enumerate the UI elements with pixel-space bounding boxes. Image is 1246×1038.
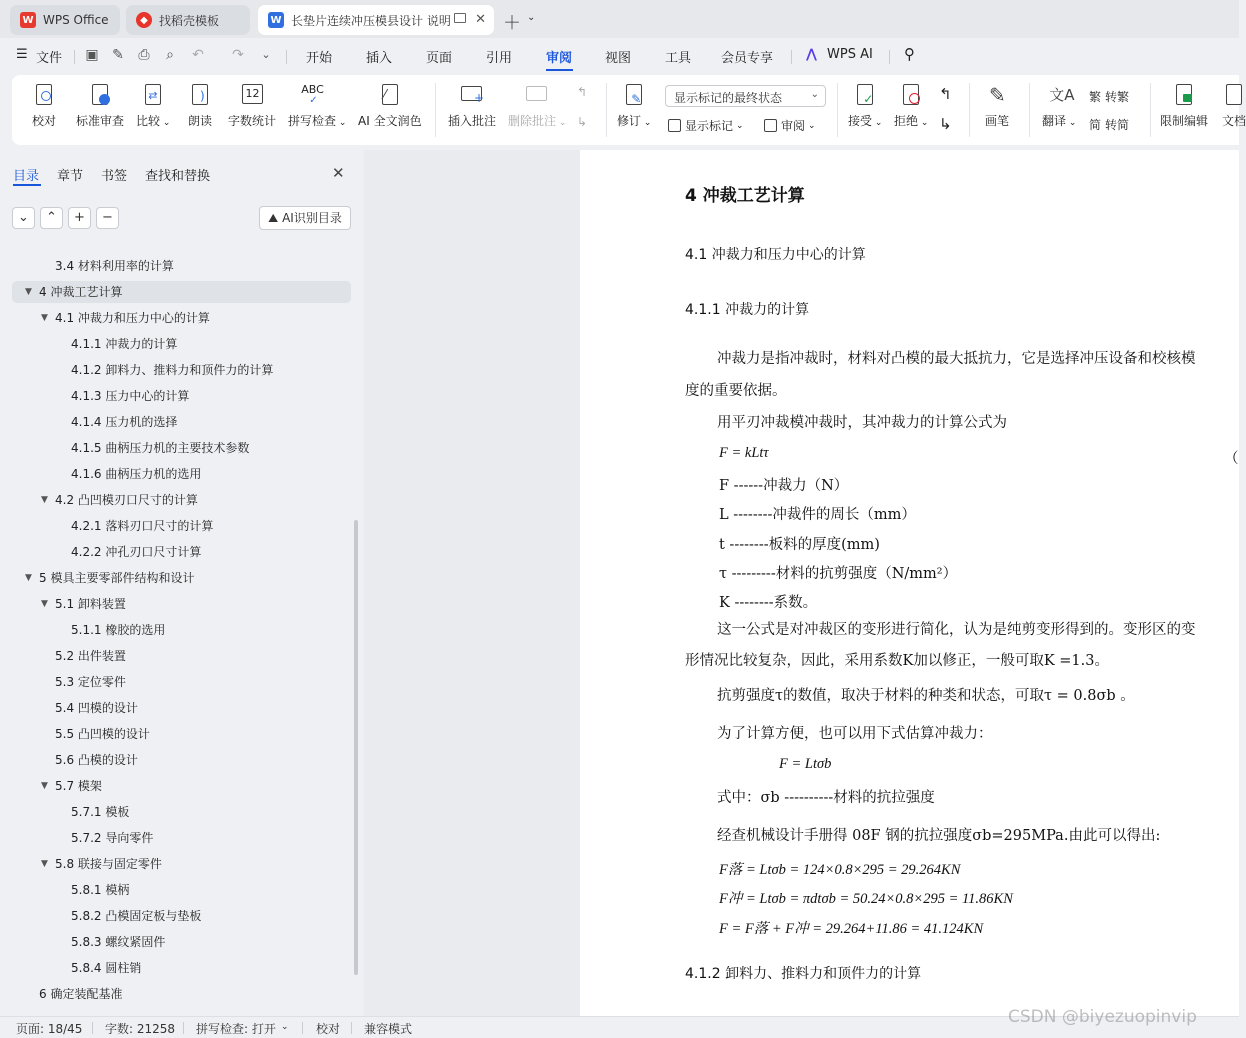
- toc-item[interactable]: [0, 515, 356, 537]
- reject-button[interactable]: 拒绝 ⌄: [894, 83, 928, 129]
- tab-wps-office[interactable]: [10, 5, 120, 35]
- menu-member[interactable]: 会员专享: [721, 51, 774, 66]
- toc-item[interactable]: [0, 359, 356, 381]
- translate-icon: 文A: [1049, 86, 1075, 104]
- equation: F落 = Ltσb = 124×0.8×295 = 29.264KN: [719, 862, 961, 878]
- comment-delete-icon: [525, 83, 549, 107]
- document-button[interactable]: [1222, 83, 1246, 129]
- toc-item-label: 3.4 材料利用率的计算: [55, 259, 174, 273]
- divider: [791, 50, 792, 64]
- active-menu-underline: [546, 69, 573, 71]
- toc-item[interactable]: [0, 333, 356, 355]
- lock-document-icon: [1172, 83, 1196, 107]
- next-comment-icon[interactable]: ↳: [577, 115, 588, 129]
- dropdown-value: 显示标记的最终状态: [674, 91, 783, 105]
- toc-item[interactable]: [0, 957, 356, 979]
- paragraph: 这一公式是对冲裁区的变形进行简化，认为是纯剪变形得到的。变形区的变: [717, 622, 1196, 638]
- menu-insert[interactable]: 插入: [366, 51, 393, 66]
- document-icon: [1222, 83, 1246, 107]
- speaker-icon: ): [188, 83, 212, 107]
- divider: [889, 50, 890, 64]
- heading-3: 4.1.1 冲裁力的计算: [685, 302, 810, 318]
- toc-item-label: 5.5 凸凹模的设计: [55, 727, 150, 741]
- equation: F冲 = Ltσb = πdtσb = 50.24×0.8×295 = 11.86KN: [719, 891, 1013, 907]
- show-markup-button[interactable]: 显示标记 ⌄: [668, 117, 744, 134]
- toc-item[interactable]: [0, 645, 356, 667]
- word-count[interactable]: 字数: 21258: [105, 1022, 176, 1036]
- writer-logo-icon: W: [268, 12, 284, 28]
- monitor-icon[interactable]: [454, 13, 466, 23]
- toc-item-label: 5.2 出件装置: [55, 649, 126, 663]
- prev-comment-icon[interactable]: ↰: [577, 85, 588, 99]
- wps-ai-logo-icon: ⋀: [806, 47, 817, 62]
- paragraph: 经查机械设计手册得 08F 钢的抗拉强度σb=295MPa.由此可以得出:: [717, 828, 1161, 844]
- menu-review[interactable]: 审阅: [546, 51, 573, 66]
- menu-home[interactable]: 开始: [306, 51, 333, 66]
- tab-docer-templates[interactable]: [126, 5, 250, 35]
- divider: [286, 50, 287, 64]
- review-pane-button[interactable]: 审阅 ⌄: [764, 117, 816, 134]
- tab-label: 长垫片连续冲压模县设计 说明: [291, 13, 451, 28]
- reject-icon: [899, 83, 923, 107]
- traditional-icon: 繁: [1089, 90, 1102, 104]
- expand-arrow-icon[interactable]: ▼: [41, 859, 48, 869]
- equation: F = F落 + F冲 = 29.264+11.86 = 41.124KN: [719, 921, 984, 937]
- toc-item[interactable]: [0, 437, 356, 459]
- toc-item-label: 4 冲裁工艺计算: [39, 285, 123, 299]
- toc-item[interactable]: [0, 541, 356, 563]
- toc-item[interactable]: [0, 593, 356, 615]
- divider: [1150, 83, 1151, 137]
- redo-icon[interactable]: ↷: [232, 47, 244, 63]
- print-icon[interactable]: ⎙: [138, 47, 150, 63]
- button-label: 画笔: [985, 114, 1010, 128]
- toc-item[interactable]: [0, 775, 356, 797]
- insert-comment-button[interactable]: [448, 83, 496, 129]
- paragraph: 度的重要依据。: [685, 383, 787, 399]
- toc-item[interactable]: [0, 463, 356, 485]
- button-label: 接受: [848, 114, 873, 128]
- toc-item[interactable]: [0, 801, 356, 823]
- menu-file[interactable]: 文件: [36, 51, 63, 66]
- toc-item[interactable]: [0, 931, 356, 953]
- tab-bookmarks[interactable]: 书签: [101, 169, 128, 184]
- button-label: 校对: [32, 114, 57, 128]
- definition: K --------系数。: [719, 595, 818, 611]
- toc-item[interactable]: [0, 827, 356, 849]
- proofread-status[interactable]: 校对: [316, 1022, 341, 1036]
- button-label: 修订: [617, 114, 642, 128]
- button-label: 拼写检查: [288, 114, 337, 128]
- search-icon[interactable]: ⚲: [904, 45, 915, 63]
- more-chevron-icon[interactable]: ⌄: [261, 48, 271, 61]
- heading-1: 4 冲裁工艺计算: [685, 186, 805, 206]
- review-pane-icon: [764, 119, 777, 132]
- equation: F = kLtτ: [719, 445, 769, 461]
- toc-item-label: 5.1 卸料装置: [55, 597, 126, 611]
- navigation-pane: [0, 150, 364, 1016]
- toc-item-label: 4.1 冲裁力和压力中心的计算: [55, 311, 210, 325]
- chevron-down-icon[interactable]: ⌄: [281, 1022, 289, 1032]
- simplified-icon: 简: [1089, 118, 1102, 132]
- docer-logo-icon: ◆: [136, 12, 152, 28]
- toc-item-label: 5.8 联接与固定零件: [55, 857, 162, 871]
- toc-item[interactable]: [0, 411, 356, 433]
- standard-review-button[interactable]: [76, 83, 124, 129]
- button-label: 朗读: [188, 114, 213, 128]
- toc-item-label: 5.8.3 螺纹紧固件: [71, 935, 166, 949]
- add-heading-icon[interactable]: +: [68, 207, 91, 229]
- divider: [92, 1022, 93, 1034]
- save-icon[interactable]: ▣: [85, 47, 99, 63]
- button-label: AI 全文润色: [358, 114, 422, 128]
- divider: [351, 1022, 352, 1034]
- tab-sections[interactable]: 章节: [57, 169, 84, 184]
- close-tab-icon[interactable]: ✕: [475, 12, 486, 27]
- expand-arrow-icon[interactable]: ▼: [41, 495, 48, 505]
- restrict-editing-button[interactable]: [1160, 83, 1208, 129]
- accept-icon: ✓: [853, 83, 877, 107]
- tab-label: WPS Office: [43, 13, 109, 27]
- heading-3: 4.1.2 卸料力、推料力和顶件力的计算: [685, 966, 922, 982]
- active-tab-underline: [13, 184, 41, 186]
- button-label: 拒绝: [894, 114, 919, 128]
- paragraph: 冲裁力是指冲裁时，材料对凸模的最大抵抗力，它是选择冲压设备和校核模: [717, 351, 1196, 367]
- to-traditional-button[interactable]: [1089, 88, 1129, 105]
- button-label: 限制编辑: [1160, 114, 1209, 128]
- divider: [183, 1022, 184, 1034]
- show-markup-icon: [668, 119, 681, 132]
- button-label: 翻译: [1042, 114, 1067, 128]
- button-label: 显示标记: [685, 119, 734, 133]
- toc-item-label: 4.2.1 落料刃口尺寸的计算: [71, 519, 214, 533]
- toc-item-label: 4.1.5 曲柄压力机的主要技术参数: [71, 441, 250, 455]
- pen-icon: ✎: [989, 83, 1006, 107]
- button-label: 比较: [136, 114, 161, 128]
- toc-item-label: 4.2.2 冲孔刃口尺寸计算: [71, 545, 202, 559]
- expand-arrow-icon[interactable]: ▼: [25, 287, 32, 297]
- track-changes-icon: ✎: [622, 83, 646, 107]
- prev-change-icon[interactable]: ↰: [939, 85, 952, 103]
- toc-item-label: 5.8.2 凸模固定板与垫板: [71, 909, 202, 923]
- sidebar-scrollbar[interactable]: [354, 520, 358, 975]
- definition: t --------板料的厚度(mm): [719, 537, 880, 553]
- menu-bar: [0, 38, 1239, 74]
- divider: [606, 83, 607, 137]
- expand-arrow-icon[interactable]: ▼: [41, 599, 48, 609]
- tab-list-chevron-icon[interactable]: ⌄: [527, 12, 536, 23]
- word-count-icon: 12: [240, 83, 264, 107]
- equation-number: （: [1224, 451, 1239, 467]
- toc-item[interactable]: [0, 749, 356, 771]
- spell-check-icon: ABC ✓: [301, 83, 324, 106]
- watermark: CSDN @biyezuopinvip: [1008, 1007, 1197, 1027]
- wps-logo-icon: W: [20, 12, 36, 28]
- proofread-button[interactable]: [32, 83, 56, 129]
- toc-item[interactable]: [0, 905, 356, 927]
- menu-view[interactable]: 视图: [605, 51, 632, 66]
- read-aloud-button[interactable]: [188, 83, 212, 129]
- toc-item[interactable]: [0, 385, 356, 407]
- standard-review-icon: [88, 83, 112, 107]
- button-label: 标准审查: [76, 114, 125, 128]
- ai-recognize-toc-button[interactable]: [259, 206, 351, 230]
- expand-arrow-icon[interactable]: ▼: [25, 573, 32, 583]
- toc-item-label: 4.1.2 卸料力、推料力和顶件力的计算: [71, 363, 274, 377]
- comment-add-icon: +: [460, 83, 484, 107]
- button-label: 插入批注: [448, 114, 497, 128]
- document-page[interactable]: [580, 150, 1239, 1016]
- navigation-tabs: [13, 165, 210, 184]
- paragraph: 形情况比较复杂，因此，采用系数K加以修正，一般可取K =1.3。: [685, 653, 1109, 669]
- toc-item-label: 4.1.3 压力中心的计算: [71, 389, 190, 403]
- equation: F = Ltσb: [779, 756, 832, 772]
- tab-find-replace[interactable]: 查找和替换: [145, 169, 211, 184]
- hamburger-icon[interactable]: ☰: [16, 47, 28, 62]
- expand-arrow-icon[interactable]: ▼: [41, 781, 48, 791]
- menu-page[interactable]: 页面: [426, 51, 453, 66]
- toc-item-label: 5.1.1 橡胶的选用: [71, 623, 166, 637]
- button-label: AI识别目录: [282, 211, 342, 225]
- toc-item[interactable]: [0, 489, 356, 511]
- proofread-icon: [32, 83, 56, 107]
- tab-current-document[interactable]: [258, 5, 494, 35]
- paragraph: 抗剪强度τ的数值，取决于材料的种类和状态，可取τ = 0.8σb 。: [717, 688, 1135, 704]
- toc-item-label: 5.6 凸模的设计: [55, 753, 138, 767]
- accept-button[interactable]: ✓ 接受 ⌄: [848, 83, 882, 129]
- pen-button[interactable]: [985, 83, 1009, 129]
- compare-icon: ⇄: [141, 83, 165, 107]
- toc-item[interactable]: [0, 983, 356, 1005]
- tab-toc[interactable]: 目录: [13, 169, 40, 184]
- next-change-icon[interactable]: ↳: [939, 115, 952, 133]
- delete-comment-button[interactable]: 删除批注 ⌄: [508, 83, 566, 129]
- button-label: 文档: [1222, 114, 1246, 128]
- tab-label: 找稻壳模板: [159, 13, 220, 28]
- button-label: 删除批注: [508, 114, 557, 128]
- toc-item[interactable]: [0, 619, 356, 641]
- compare-button[interactable]: ⇄ 比较 ⌄: [136, 83, 170, 129]
- page-indicator[interactable]: 页面: 18/45: [16, 1022, 83, 1036]
- toc-item[interactable]: [0, 853, 356, 875]
- toc-item-label: 5.4 凹模的设计: [55, 701, 138, 715]
- definition: L --------冲裁件的周长（mm）: [719, 507, 916, 523]
- toc-item-label: 5.8.1 模柄: [71, 883, 130, 897]
- toc-item-label: 5.7.1 模板: [71, 805, 130, 819]
- toc-item-label: 6 确定装配基准: [39, 987, 123, 1001]
- definition: F ------冲裁力（N）: [719, 478, 849, 494]
- definition: τ ---------材料的抗剪强度（N/mm²）: [719, 566, 958, 582]
- toc-item[interactable]: [0, 723, 356, 745]
- toc-item[interactable]: [0, 697, 356, 719]
- close-icon[interactable]: ✕: [332, 164, 345, 182]
- toc-item[interactable]: [12, 281, 351, 303]
- magic-wand-icon: ⁄: [378, 83, 402, 107]
- expand-down-icon[interactable]: ⌄: [12, 207, 35, 229]
- title-tab-bar: [0, 0, 1239, 38]
- paragraph: 为了计算方便，也可以用下式估算冲裁力：: [717, 726, 993, 742]
- toc-item-label: 4.2 凸凹模刃口尺寸的计算: [55, 493, 198, 507]
- toc-item-label: 5.8.4 圆柱销: [71, 961, 142, 975]
- expand-arrow-icon[interactable]: ▼: [41, 313, 48, 323]
- undo-icon[interactable]: ↶: [192, 47, 204, 63]
- spell-check-status[interactable]: 拼写检查: 打开: [196, 1022, 276, 1036]
- spell-check-button[interactable]: ABC ✓ 拼写检查 ⌄: [288, 83, 347, 128]
- toc-item[interactable]: [0, 879, 356, 901]
- toc-item[interactable]: [0, 567, 356, 589]
- toc-item[interactable]: [0, 255, 356, 277]
- toc-item-label: 4.1.1 冲裁力的计算: [71, 337, 178, 351]
- remove-heading-icon[interactable]: −: [96, 207, 119, 229]
- new-tab-plus-icon[interactable]: ＋: [503, 13, 521, 34]
- toc-item-label: 5 模具主要零部件结构和设计: [39, 571, 195, 585]
- translate-button[interactable]: 文A 翻译 ⌄: [1042, 83, 1076, 129]
- ai-polish-button[interactable]: [358, 83, 422, 129]
- print-preview-icon[interactable]: ⌕: [166, 47, 174, 63]
- divider: [837, 83, 838, 137]
- menu-references[interactable]: 引用: [486, 51, 513, 66]
- divider: [1029, 83, 1030, 137]
- toc-item-label: 5.7 模架: [55, 779, 102, 793]
- compat-mode-status: 兼容模式: [364, 1022, 413, 1036]
- divider: [74, 50, 75, 64]
- toc-item-label: 4.1.4 压力机的选择: [71, 415, 178, 429]
- word-count-button[interactable]: [228, 83, 276, 129]
- collapse-up-icon[interactable]: ⌃: [40, 207, 63, 229]
- toc-item[interactable]: [0, 671, 356, 693]
- review-ribbon: [12, 75, 1246, 145]
- toc-item-label: 5.7.2 导向零件: [71, 831, 154, 845]
- to-simplified-button[interactable]: [1089, 116, 1129, 133]
- paragraph: 用平刃冲裁模冲裁时，其冲裁力的计算公式为: [717, 415, 1007, 431]
- menu-tools[interactable]: 工具: [665, 51, 692, 66]
- toc-item-label: 5.3 定位零件: [55, 675, 126, 689]
- pen-icon[interactable]: ✎: [112, 47, 124, 63]
- button-label: 字数统计: [228, 114, 277, 128]
- button-label: 转繁: [1105, 90, 1130, 104]
- button-label: 审阅: [781, 119, 806, 133]
- toc-item-label: 4.1.6 曲柄压力机的选用: [71, 467, 202, 481]
- divider: [969, 83, 970, 137]
- chevron-down-icon: ⌄: [810, 89, 819, 100]
- ai-icon: ⛰: [268, 211, 283, 225]
- button-label: 转简: [1105, 118, 1130, 132]
- markup-display-dropdown[interactable]: [665, 85, 826, 107]
- heading-2: 4.1 冲裁力和压力中心的计算: [685, 247, 866, 263]
- divider: [435, 83, 436, 137]
- toc-item[interactable]: [0, 307, 356, 329]
- paragraph: 式中：σb ----------材料的抗拉强度: [717, 790, 935, 806]
- divider: [302, 1022, 303, 1034]
- menu-wps-ai[interactable]: WPS AI: [827, 47, 873, 62]
- track-changes-button[interactable]: ✎ 修订 ⌄: [617, 83, 651, 129]
